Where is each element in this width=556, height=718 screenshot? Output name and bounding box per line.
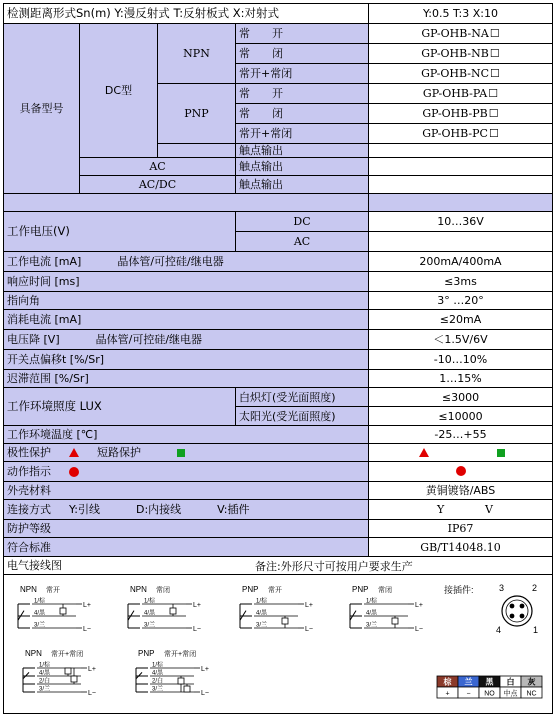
- switch-symbol: [128, 611, 134, 621]
- voltage-drop-value: ＜1.5V/6V: [369, 330, 553, 350]
- diagram-mode-label: 常闭: [156, 587, 170, 594]
- pin-number: 4: [496, 625, 502, 635]
- connector-pin: [510, 614, 515, 619]
- wire-label: 3/兰: [39, 686, 51, 693]
- housing-value: 黄铜镀铬/ABS: [369, 482, 553, 500]
- load-box: [65, 668, 71, 674]
- ac-contact-output: 触点输出: [236, 158, 369, 176]
- load-box: [392, 618, 398, 624]
- spec-sheet: [3, 3, 553, 714]
- wire-label: 4/黑: [366, 610, 378, 617]
- diagram-mode-label: 常开+常闭: [164, 651, 197, 658]
- model-label: 具备型号: [4, 24, 80, 194]
- red-triangle-icon: [419, 448, 429, 457]
- incandescent-value: ≤3000: [369, 388, 553, 407]
- current-value: 200mA/400mA: [369, 252, 553, 272]
- wire-label: 4/黑: [152, 670, 164, 677]
- pin-number: 1: [533, 625, 539, 635]
- sunlight-label: 太阳光(受光面照度): [236, 407, 369, 426]
- model-code: GP-OHB-PC: [422, 127, 488, 140]
- green-square-icon: [177, 449, 185, 457]
- red-triangle-icon: [69, 448, 79, 457]
- wire-label: 2/白: [39, 678, 51, 685]
- load-box: [184, 686, 190, 692]
- terminal-l-minus: L−: [83, 626, 91, 633]
- npn-no-model[interactable]: [369, 24, 553, 44]
- protection-row: [4, 444, 369, 462]
- wire-label: 4/黑: [144, 610, 156, 617]
- connection-d: D:内接线: [135, 503, 182, 516]
- npn-nc-model[interactable]: [369, 44, 553, 64]
- indicator-label: 动作指示: [7, 465, 51, 478]
- voltage-ac: AC: [236, 232, 369, 252]
- voltage-drop-row: [4, 330, 369, 350]
- wire-label: 1/棕: [256, 598, 268, 605]
- wire-color-name: 黑: [485, 677, 494, 687]
- model-checkbox[interactable]: ☐: [488, 127, 499, 140]
- separator-left: [4, 194, 369, 212]
- diagram-type-label: PNP: [138, 649, 155, 658]
- pnp-nc-mode: 常 闭: [236, 104, 369, 124]
- wire-label: 1/棕: [366, 598, 378, 605]
- pnp-no-model[interactable]: [369, 84, 553, 104]
- wiring-note: 备注:外形尺寸可按用户要求生产: [255, 560, 413, 573]
- wiring-title: 电气接线图: [7, 559, 62, 572]
- terminal-l-plus: L+: [88, 666, 96, 673]
- standard-label: 符合标准: [4, 538, 369, 557]
- pin-number: 3: [499, 583, 505, 593]
- pin-number: 2: [532, 583, 538, 593]
- model-checkbox[interactable]: ☐: [489, 47, 500, 60]
- connection-value-y: Y: [437, 503, 445, 516]
- terminal-l-plus: L+: [201, 666, 209, 673]
- current-row: [4, 252, 369, 272]
- model-code: GP-OHB-PB: [422, 107, 488, 120]
- load-box: [282, 618, 288, 624]
- npn-nonc-model[interactable]: [369, 64, 553, 84]
- dc-contact-model: [369, 144, 553, 158]
- load-box: [178, 678, 184, 684]
- model-checkbox[interactable]: ☐: [490, 67, 500, 80]
- hysteresis-value: 1…15%: [369, 370, 553, 388]
- terminal-l-minus: L−: [193, 626, 201, 633]
- connector-label: 接插件:: [444, 585, 474, 595]
- ac-contact-model: [369, 158, 553, 176]
- load-box: [60, 608, 66, 614]
- pnp-nonc-mode: 常开+常闭: [236, 124, 369, 144]
- drift-label: 开关点偏移t [%/Sr]: [4, 350, 369, 370]
- wire-label: 1/棕: [144, 598, 156, 605]
- terminal-l-minus: L−: [88, 690, 96, 697]
- terminal-l-minus: L−: [415, 626, 423, 633]
- acdc-contact-output: 触点输出: [236, 176, 369, 194]
- connector-pin: [520, 604, 525, 609]
- wire-function: NC: [526, 690, 537, 698]
- indicator-row: [4, 462, 369, 482]
- angle-label: 指向角: [4, 292, 369, 310]
- diagram-type-label: PNP: [352, 585, 369, 594]
- dc-contact-spacer: [158, 144, 236, 158]
- wire-label: 3/兰: [144, 622, 156, 629]
- ip-value: IP67: [369, 520, 553, 538]
- pnp-nonc-model[interactable]: [369, 124, 553, 144]
- pnp-nc-model[interactable]: [369, 104, 553, 124]
- protection-values: [369, 444, 553, 462]
- diagram-mode-label: 常开: [46, 587, 60, 594]
- npn-no-mode: 常 开: [236, 24, 369, 44]
- wiring-diagram: [4, 575, 552, 713]
- wire-color-name: 白: [506, 677, 515, 687]
- connection-value-v: V: [485, 503, 493, 516]
- polarity-protection-label: 极性保护: [7, 446, 51, 459]
- diagram-mode-label: 常开: [268, 587, 282, 594]
- wire-function: −: [466, 690, 471, 698]
- voltage-drop-sub: 晶体管/可控硅/继电器: [95, 333, 203, 346]
- wire-function: 中点: [503, 690, 518, 698]
- detection-distance-title: 检测距离形式Sn(m) Y:漫反射式 T:反射板式 X:对射式: [4, 4, 369, 24]
- model-code: GP-OHB-NC: [421, 67, 490, 80]
- model-code: GP-OHB-NA: [421, 27, 489, 40]
- pnp-no-mode: 常 开: [236, 84, 369, 104]
- dc-contact-output: 触点输出: [236, 144, 369, 158]
- incandescent-label: 白炽灯(受光面照度): [236, 388, 369, 407]
- wire-color-name: 兰: [464, 677, 473, 687]
- wire-label: 2/白: [152, 678, 164, 685]
- connector-pin: [520, 614, 525, 619]
- temperature-label: 工作环境温度 [℃]: [4, 426, 369, 444]
- diagram-mode-label: 常闭: [378, 587, 392, 594]
- illuminance-label: 工作环境照度 LUX: [4, 388, 236, 426]
- terminal-l-plus: L+: [83, 602, 91, 609]
- wire-label: 4/黑: [256, 610, 268, 617]
- npn-nc-mode: 常 闭: [236, 44, 369, 64]
- npn-label: NPN: [158, 24, 236, 84]
- ac-label: AC: [80, 158, 236, 176]
- diagram-type-label: NPN: [25, 649, 42, 658]
- connector-pin: [510, 604, 515, 609]
- consumption-label: 消耗电流 [mA]: [4, 310, 369, 330]
- angle-value: 3° …20°: [369, 292, 553, 310]
- acdc-contact-model: [369, 176, 553, 194]
- hysteresis-label: 迟滞范围 [%/Sr]: [4, 370, 369, 388]
- wire-color-name: 棕: [443, 677, 452, 687]
- voltage-drop-label: 电压降 [V]: [7, 333, 60, 346]
- connection-v: V:插件: [217, 503, 250, 516]
- separator-right: [369, 194, 553, 212]
- model-checkbox[interactable]: ☐: [489, 27, 500, 40]
- standard-value: GB/T14048.10: [369, 538, 553, 557]
- wire-label: 1/棕: [152, 662, 164, 669]
- wire-label: 3/兰: [152, 686, 164, 693]
- drift-value: -10…10%: [369, 350, 553, 370]
- red-led-icon: [456, 466, 466, 476]
- dc-type-label: DC型: [80, 24, 158, 158]
- terminal-l-minus: L−: [201, 690, 209, 697]
- consumption-value: ≤20mA: [369, 310, 553, 330]
- response-value: ≤3ms: [369, 272, 553, 292]
- voltage-ac-value: [369, 232, 553, 252]
- current-label: 工作电流 [mA]: [7, 255, 82, 268]
- current-sub: 晶体管/可控硅/继电器: [117, 255, 224, 268]
- acdc-label: AC/DC: [80, 176, 236, 194]
- green-square-icon: [497, 449, 505, 457]
- wire-label: 4/黑: [39, 670, 51, 677]
- npn-nonc-mode: 常开+常闭: [236, 64, 369, 84]
- pnp-label: PNP: [158, 84, 236, 144]
- ip-label: 防护等级: [4, 520, 369, 538]
- wire-label: 4/黑: [34, 610, 46, 617]
- voltage-dc: DC: [236, 212, 369, 232]
- switch-symbol: [18, 611, 24, 621]
- wire-label: 1/棕: [34, 598, 46, 605]
- wiring-header: [4, 557, 553, 575]
- detection-distance-values: Y:0.5 T:3 X:10: [369, 4, 553, 24]
- switch-symbol: [350, 611, 356, 621]
- model-code: GP-OHB-PA: [422, 87, 488, 100]
- diagram-mode-label: 常开+常闭: [51, 651, 84, 658]
- terminal-l-minus: L−: [305, 626, 313, 633]
- sunlight-value: ≤10000: [369, 407, 553, 426]
- load-box: [71, 676, 77, 682]
- connection-label: 连接方式: [7, 503, 51, 516]
- wire-label: 1/棕: [39, 662, 51, 669]
- wire-label: 3/兰: [366, 622, 378, 629]
- model-checkbox[interactable]: ☐: [488, 107, 499, 120]
- terminal-l-plus: L+: [193, 602, 201, 609]
- wire-label: 3/兰: [34, 622, 46, 629]
- terminal-l-plus: L+: [305, 602, 313, 609]
- short-protection-label: 短路保护: [97, 446, 141, 459]
- connection-row: [4, 500, 369, 520]
- switch-symbol: [240, 611, 246, 621]
- wire-color-name: 灰: [527, 677, 536, 687]
- wire-label: 3/兰: [256, 622, 268, 629]
- red-led-icon: [69, 467, 79, 477]
- connector-inner: [506, 600, 528, 622]
- voltage-dc-value: 10…36V: [369, 212, 553, 232]
- indicator-value: [369, 462, 553, 482]
- connection-values: [369, 500, 553, 520]
- diagram-type-label: PNP: [242, 585, 259, 594]
- diagram-type-label: NPN: [130, 585, 147, 594]
- connection-y: Y:引线: [69, 503, 100, 516]
- model-code: GP-OHB-NB: [421, 47, 489, 60]
- housing-label: 外壳材料: [4, 482, 369, 500]
- wire-function: NO: [484, 690, 495, 698]
- response-label: 响应时间 [ms]: [4, 272, 369, 292]
- diagram-type-label: NPN: [20, 585, 37, 594]
- load-box: [170, 608, 176, 614]
- voltage-label: 工作电压(V): [4, 212, 236, 252]
- model-checkbox[interactable]: ☐: [488, 87, 499, 100]
- terminal-l-plus: L+: [415, 602, 423, 609]
- wire-function: +: [445, 690, 450, 698]
- temperature-value: -25…+55: [369, 426, 553, 444]
